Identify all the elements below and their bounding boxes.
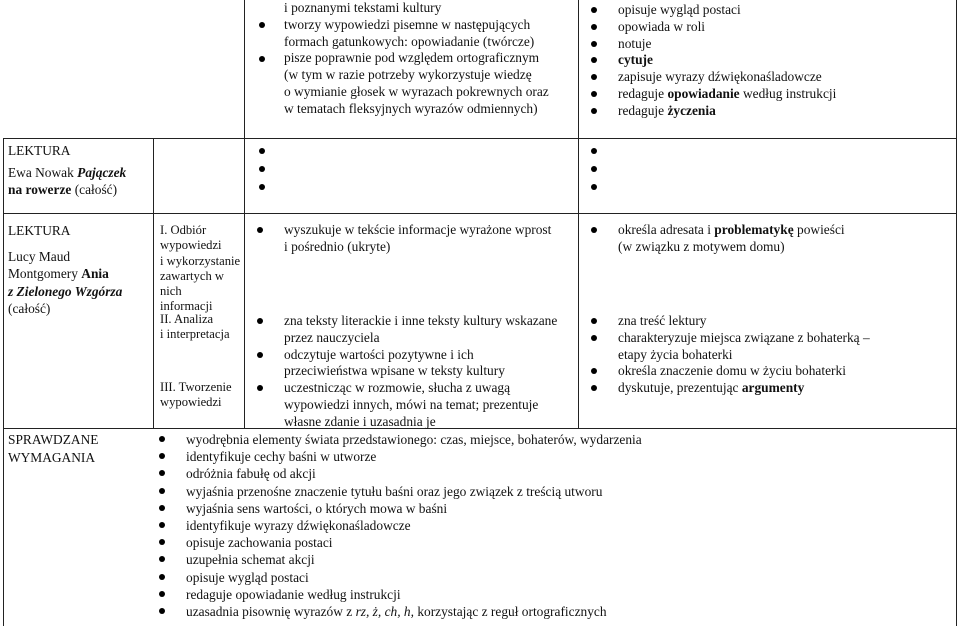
list-item: redaguje opowiadanie według instrukcji (588, 86, 836, 103)
bullet-icon (591, 74, 597, 80)
list-item: opisuje zachowania postaci (156, 534, 642, 551)
list-item: wyjaśnia sens wartości, o których mowa w baśni (156, 500, 642, 517)
list-item: opowiada w roli (588, 19, 836, 36)
bullet-icon (159, 488, 165, 494)
bullet-icon (591, 24, 597, 30)
bullet-icon (259, 22, 265, 28)
list-item: uzasadnia pisownię wyrazów z rz, ż, ch, h, korzystając z reguł ortograficznych (156, 603, 642, 620)
bullet-icon (591, 108, 597, 114)
row-divider-1 (3, 138, 957, 139)
requirements-label: SPRAWDZANE WYMAGANIA (8, 432, 99, 465)
list-item: wyszukuje w tekście informacje wyrażone wprost i pośrednio (ukryte) (254, 222, 551, 256)
montgomery-right-list-1 (588, 222, 845, 256)
list-item: wyodrębnia elementy świata przedstawionego: czas, miejsce, bohaterów, wydarzenia (156, 431, 642, 448)
bullet-icon (159, 453, 165, 459)
bullet-icon (591, 335, 597, 341)
stage-1-label: I. Odbiór wypowiedzi i wykorzystanie zawartych w nich informacji (160, 223, 241, 314)
bullet-icon (159, 591, 165, 597)
bullet-icon (159, 470, 165, 476)
bullet-icon (159, 522, 165, 528)
bullet-icon (259, 166, 265, 172)
bullet-icon (591, 41, 597, 47)
stage-2-label: II. Analiza i interpretacja (160, 312, 230, 342)
top-middle-text: i poznanymi tekstami kultury tworzy wypowiedzi pisemne w następujących formach gatunkowych: opowiadanie (twórcze) pisze poprawnie pod względem ortograficznym (w tym w razie potrzeby wykorzystuje wiedzę o wymianie głosek w wyrazach pokrewnych oraz w tematach fleksyjnych wyrazów odmiennych) (284, 0, 549, 116)
list-item: określa adresata i problematykę powieści (w związku z motywem domu) (588, 222, 845, 256)
bullet-icon (591, 57, 597, 63)
bullet-icon (159, 608, 165, 614)
list-item: zapisuje wyrazy dźwiękonaśladowcze (588, 69, 836, 86)
list-item: dyskutuje, prezentując argumenty (588, 380, 870, 397)
bullet-icon (159, 574, 165, 580)
stage-3-label: III. Tworzenie wypowiedzi (160, 380, 232, 410)
bullet-icon (159, 556, 165, 562)
top-right-list (588, 2, 836, 120)
lektura-nowak-cell: LEKTURA Ewa Nowak Pajączek na rowerze (całość) (8, 143, 127, 197)
bullet-icon (257, 352, 263, 358)
montgomery-middle-list-2 (254, 313, 557, 431)
column-divider-middle (244, 0, 245, 428)
bullet-icon (591, 7, 597, 13)
list-item: charakteryzuje miejsca związane z bohaterką – etapy życia bohaterki (588, 330, 870, 364)
list-item: identyfikuje wyrazy dźwiękonaśladowcze (156, 517, 642, 534)
row-divider-2 (3, 213, 957, 214)
bullet-icon (159, 505, 165, 511)
list-item: zna treść lektury (588, 313, 870, 330)
bullet-icon (159, 436, 165, 442)
list-item: odczytuje wartości pozytywne i ich przeciwieństwa wpisane w teksty kultury (254, 347, 557, 381)
bullet-icon (259, 184, 265, 190)
list-item: cytuje (588, 52, 836, 69)
requirements-list (156, 431, 642, 620)
list-item: notuje (588, 36, 836, 53)
list-item: uczestnicząc w rozmowie, słucha z uwagą wypowiedzi innych, mówi na temat; prezentuje własne zdanie i uzasadnia je (254, 380, 557, 430)
column-divider-right (578, 0, 579, 428)
bullet-icon (591, 368, 597, 374)
bullet-icon (591, 385, 597, 391)
montgomery-middle-list-1 (254, 222, 551, 256)
list-item: opisuje wygląd postaci (156, 569, 642, 586)
bullet-icon (591, 227, 597, 233)
bullet-icon (257, 227, 263, 233)
bullet-icon (591, 184, 597, 190)
bullet-icon (259, 56, 265, 62)
table-border-right (956, 0, 957, 626)
montgomery-right-list-2 (588, 313, 870, 397)
list-item: uzupełnia schemat akcji (156, 551, 642, 568)
list-item: określa znaczenie domu w życiu bohaterki (588, 363, 870, 380)
table-border-left (3, 138, 4, 626)
list-item: opisuje wygląd postaci (588, 2, 836, 19)
bullet-icon (591, 166, 597, 172)
list-item: zna teksty literackie i inne teksty kultury wskazane przez nauczyciela (254, 313, 557, 347)
bullet-icon (591, 148, 597, 154)
bullet-icon (257, 318, 263, 324)
bullet-icon (591, 318, 597, 324)
lektura-montgomery-cell: LEKTURA Lucy Maud Montgomery Ania z Zielonego Wzgórza (całość) (8, 223, 123, 316)
list-item: identyfikuje cechy baśni w utworze (156, 448, 642, 465)
bullet-icon (259, 148, 265, 154)
bullet-icon (159, 539, 165, 545)
bullet-icon (257, 385, 263, 391)
list-item: odróżnia fabułę od akcji (156, 465, 642, 482)
list-item: redaguje opowiadanie według instrukcji (156, 586, 642, 603)
list-item: redaguje życzenia (588, 103, 836, 120)
bullet-icon (591, 91, 597, 97)
column-divider-stage (153, 138, 154, 428)
list-item: wyjaśnia przenośne znaczenie tytułu baśni oraz jego związek z treścią utworu (156, 483, 642, 500)
